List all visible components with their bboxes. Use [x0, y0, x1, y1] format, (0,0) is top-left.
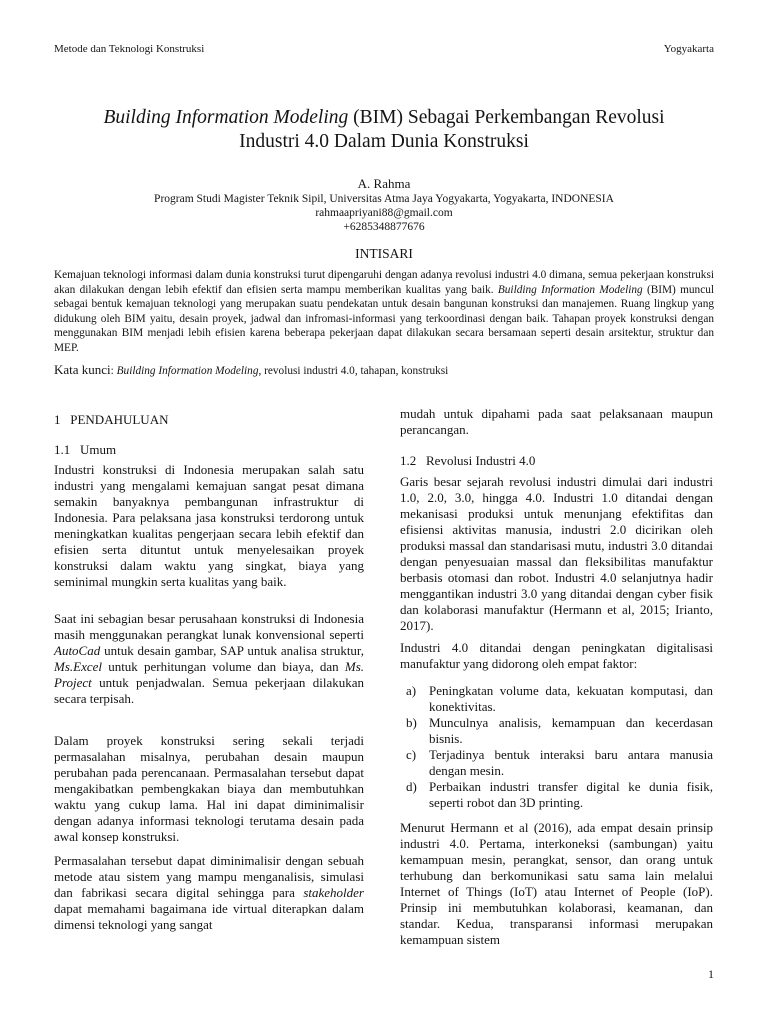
p4-b: dapat memahami bagaimana ide virtual diterapkan dalam dimensi teknologi yang sangat: [54, 901, 364, 932]
abstract-part-1: Kemajuan teknologi informasi dalam dunia konstruksi turut dipengaruhi dengan adanya revolusi industri 4.0 dimana, semua pekerjaan konstruksi akan dilakukan dengan lebih efektif dan efisien serta mampu memberikan kualitas yang baik.: [54, 269, 714, 296]
author-name: A. Rahma: [357, 176, 411, 191]
p2-excel: Ms.Excel: [54, 659, 103, 674]
list-item: [400, 747, 713, 779]
keywords-label: Kata kunci: [54, 362, 111, 377]
list-marker: a): [406, 683, 417, 698]
paragraph-6: Industri 4.0 ditandai dengan peningkatan digitalisasi manufaktur yang didorong oleh empat faktor:: [400, 640, 713, 671]
author-affiliation: Program Studi Magister Teknik Sipil, Universitas Atma Jaya Yogyakarta, Yogyakarta, INDONESIA: [154, 193, 614, 205]
list-text: Perbaikan industri transfer digital ke dunia fisik, seperti robot dan 3D printing.: [429, 779, 713, 810]
subsection-heading-1-1: 1.1 Umum: [54, 442, 117, 457]
paragraph-4-continued: mudah untuk dipahami pada saat pelaksanaan maupun perancangan.: [400, 406, 713, 437]
paragraph-7: Menurut Hermann et al (2016), ada empat desain prinsip industri 4.0. Pertama, interkoneksi (sambungan) yaitu kemampuan mesin, perangkat, sensor, dan orang untuk terhubung dan berkomunikasi satu sama lain melalui Internet of Things (IoT) atau Internet of People (IoP). Prinsip ini membutuhkan kolaborasi, keamanan, dan standar. Kedua, transparansi informasi merupakan kemampuan sistem: [400, 820, 713, 947]
p2-autocad: AutoCad: [54, 643, 101, 658]
factor-list: [400, 683, 713, 811]
title-line1-rest: (BIM) Sebagai Perkembangan Revolusi: [348, 107, 665, 128]
p2-a: Saat ini sebagian besar perusahaan konstruksi di Indonesia masih menggunakan perangkat lunak konvensional seperti: [54, 611, 364, 642]
section-heading-1: 1 PENDAHULUAN: [54, 412, 169, 427]
author-block: [40, 192, 728, 234]
p2-b: untuk desain gambar, SAP untuk analisa struktur,: [100, 643, 364, 658]
p4-italic: stakeholder: [303, 885, 364, 900]
abstract-italic: Building Information Modeling: [497, 283, 643, 296]
abstract-heading: INTISARI: [355, 246, 413, 261]
list-marker: b): [406, 715, 417, 730]
p2-d: untuk penjadwalan. Semua pekerjaan dilakukan secara terpisah.: [54, 675, 364, 706]
list-text: Munculnya analisis, kemampuan dan kecerdasan bisnis.: [429, 715, 713, 746]
keywords: Kata kunci: Building Information Modeling, revolusi industri 4.0, tahapan, konstruksi: [54, 362, 449, 377]
p2-project: Ms. Project: [54, 659, 364, 690]
running-header-right: Yogyakarta: [663, 43, 714, 55]
list-item: [400, 683, 713, 715]
author-email: rahmaapriyani88@gmail.com: [315, 207, 453, 219]
list-marker: d): [406, 779, 417, 794]
subsection-heading-1-2: 1.2 Revolusi Industri 4.0: [400, 453, 536, 468]
abstract-text: [54, 268, 714, 356]
author-phone: +6285348877676: [343, 221, 425, 233]
list-item: [400, 779, 713, 811]
title-line2: Industri 4.0 Dalam Dunia Konstruksi: [239, 131, 529, 152]
p2-c: untuk perhitungan volume dan biaya, dan: [102, 659, 345, 674]
page-number: 1: [708, 967, 714, 981]
list-text: Peningkatan volume data, kekuatan komputasi, dan konektivitas.: [429, 683, 713, 714]
list-item: [400, 715, 713, 747]
list-text: Terjadinya bentuk interaksi baru antara manusia dengan mesin.: [429, 747, 713, 778]
paragraph-1: Industri konstruksi di Indonesia merupakan salah satu industri yang mengalami kemajuan sangat pesat dimana semakin banyaknya pembangunan infrastruktur di Indonesia. Para pelaksana jasa konstruksi terdorong untuk meningkatkan kualitas pengerjaan secara lebih efektif dan efisien serta dituntut untuk menyelesaikan proyek konstruksi dalam waktu yang singkat, biaya yang seminimal mungkin serta kualitas yang baik.: [54, 462, 364, 589]
paper-title: [40, 106, 728, 154]
p4-a: Permasalahan tersebut dapat diminimalisir dengan sebuah metode atau sistem yang mampu menganalisis, simulasi dan fabrikasi secara digital sehingga para: [54, 853, 364, 900]
list-marker: c): [406, 747, 417, 762]
keywords-rest: , revolusi industri 4.0, tahapan, konstruksi: [258, 365, 449, 377]
abstract-part-2: (BIM) muncul sebagai bentuk kemajuan teknologi yang merupakan suatu pendekatan untuk desain bangunan konstruksi dan manajemen. Ruang lingkup yang didukung oleh BIM yaitu, desain proyek, jadwal dan infromasi-informasi yang terkoordinasi dengan baik. Tahapan proyek konstruksi dengan menggunakan BIM menjadi lebih efisien karena beberapa pekerjaan dapat dilakukan secara bersamaan seperti desain arsitektur, struktur dan MEP.: [54, 283, 714, 354]
keywords-italic: Building Information Modeling: [116, 365, 259, 377]
paragraph-3: Dalam proyek konstruksi sering sekali terjadi permasalahan misalnya, perubahan desain maupun perubahan pada perencanaan. Permasalahan tersebut dapat mengakibatkan pembengkakan biaya dan membutuhkan waktu yang cukup lama. Hal ini dapat diminimalisir dengan adanya informasi teknologi terutama desain pada awal konsep konstruksi.: [54, 733, 364, 844]
paragraph-2: [54, 611, 364, 707]
paragraph-5: Garis besar sejarah revolusi industri dimulai dari industri 1.0, 2.0, 3.0, hingga 4.0. Industri 1.0 ditandai dengan mekanisasi produksi untuk menunjang efektifitas dan efisiensi aktivitas manusia, industri 2.0 dicirikan oleh produksi massal dan standarisasi mutu, industri 3.0 ditandai dengan penyesuaian massal dan fleksibilitas manufaktur berbasis otomasi dan robot. Industri 4.0 selanjutnya hadir menggantikan industri 3.0 yang ditandai dengan cyber fisik dan kolaborasi manufaktur (Hermann et al, 2015; Irianto, 2017).: [400, 474, 713, 633]
running-header-left: Metode dan Teknologi Konstruksi: [54, 43, 205, 55]
paragraph-4: [54, 853, 364, 933]
title-italic: Building Information Modeling: [103, 107, 349, 128]
